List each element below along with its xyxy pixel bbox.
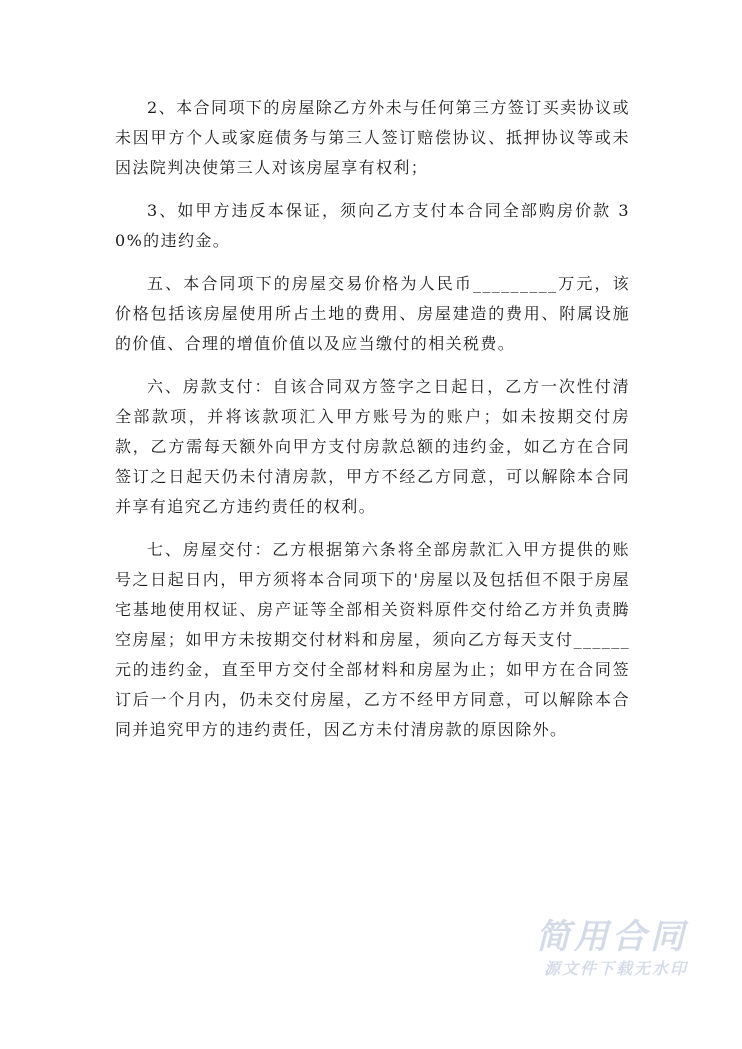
document-body (115, 93, 630, 758)
clause-3-paragraph: 3、如甲方违反本保证，须向乙方支付本合同全部购房价款 30%的违约金。 (115, 201, 630, 250)
watermark-logo (508, 916, 688, 980)
watermark-sub-text: 源文件下载无水印 (543, 959, 688, 978)
clause-2-paragraph: 2、本合同项下的房屋除乙方外未与任何第三方签订买卖协议或未因甲方个人或家庭债务与第三人签订赔偿协议、抵押协议等或未因法院判决使第三人对该房屋享有权利； (115, 98, 630, 177)
clause-6-payment-paragraph: 六、房款支付：自该合同双方签字之日起日，乙方一次性付清全部款项，并将该款项汇入甲方账号为的账户；如未按期交付房款，乙方需每天额外向甲方支付房款总额的违约金，如乙方在合同签订之日起天仍未付清房款，甲方不经乙方同意，可以解除本合同并享有追究乙方违约责任的权利。 (115, 377, 630, 516)
clause-5-price-paragraph: 五、本合同项下的房屋交易价格为人民币_________万元，该价格包括该房屋使用所占土地的费用、房屋建造的费用、附属设施的价值、合理的增值价值以及应当缴付的相关税费。 (115, 274, 630, 353)
clause-7-delivery-paragraph: 七、房屋交付：乙方根据第六条将全部房款汇入甲方提供的账号之日起日内，甲方须将本合同项下的'房屋以及包括但不限于房屋宅基地使用权证、房产证等全部相关资料原件交付给乙方并负责腾空房屋；如甲方未按期交付材料和房屋，须向乙方每天支付______元的违约金，直至甲方交付全部材料和房屋为止；如甲方在合同签订后一个月内，仍未交付房屋，乙方不经甲方同意，可以解除本合同并追究甲方的违约责任，因乙方未付清房款的原因除外。 (115, 540, 630, 739)
watermark-main-text: 简用合同 (536, 917, 688, 957)
